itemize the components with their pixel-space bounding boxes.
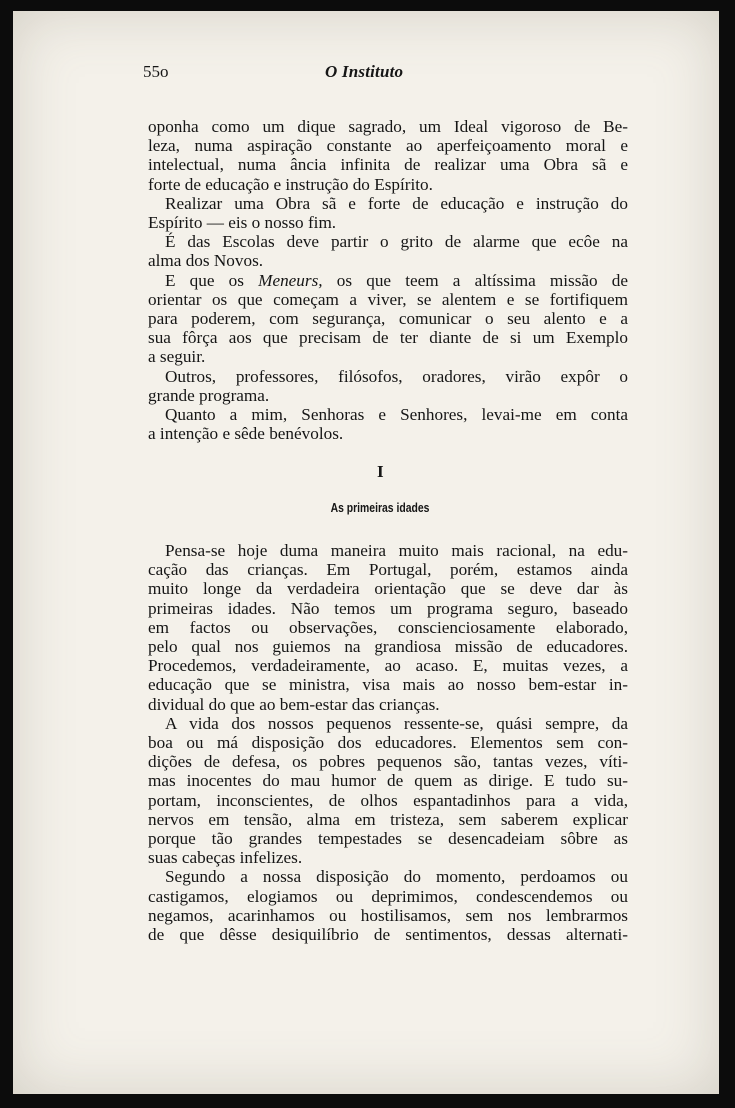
text-line: porque tão grandes tempestades se desencadeiam sôbre as xyxy=(148,829,628,849)
text-line: boa ou má disposição dos educadores. Elementos sem con- xyxy=(148,733,628,753)
text-line: nervos em tensão, alma em tristeza, sem saberem explicar xyxy=(148,809,628,829)
text-line: suas cabeças infelizes. xyxy=(148,848,303,868)
text-line: mas inocentes do mau humor de quem as dirige. E tudo su- xyxy=(148,771,628,791)
text-line: a seguir. xyxy=(148,347,206,367)
text-line: cação das crianças. Em Portugal, porém, estamos ainda xyxy=(148,560,628,580)
text-line: alma dos Novos. xyxy=(148,251,264,271)
text-line: Espírito — eis o nosso fim. xyxy=(148,213,337,233)
text-line: para poderem, com segurança, comunicar o seu alento e a xyxy=(148,309,628,329)
text-line: primeiras idades. Não temos um programa seguro, baseado xyxy=(148,598,628,618)
running-title: O Instituto xyxy=(325,62,404,81)
text-line: castigamos, elogiamos ou deprimimos, condescendemos ou xyxy=(148,886,628,906)
section-numeral: I xyxy=(377,462,384,481)
text-line: intelectual, numa ância infinita de realizar uma Obra sã e xyxy=(148,155,628,175)
text-line: dividual do que ao bem-estar das crianças. xyxy=(148,694,440,714)
text-line: É das Escolas deve partir o grito de alarme que ecôe na xyxy=(165,232,628,252)
text-line: portam, inconscientes, de olhos espantadinhos para a vida, xyxy=(148,790,628,810)
text-line: em factos ou observações, conscienciosamente elaborado, xyxy=(148,617,628,637)
text-line: de que dêsse desiquilíbrio de sentimentos, dessas alternati- xyxy=(148,925,628,945)
italic-term: Meneurs, xyxy=(258,270,323,290)
text-line: a intenção e sêde benévolos. xyxy=(148,424,344,444)
text-line: dições de defesa, os pobres pequenos são, tantas vezes, víti- xyxy=(148,752,628,772)
text-line: A vida dos nossos pequenos ressente-se, quási sempre, da xyxy=(165,713,628,733)
text-line: leza, numa aspiração constante ao aperfeiçoamento moral e xyxy=(148,136,628,156)
text-line: Procedemos, verdadeiramente, ao acaso. E, muitas vezes, a xyxy=(148,656,628,676)
text-line: grande programa. xyxy=(148,385,270,405)
text-line: forte de educação e instrução do Espírito. xyxy=(148,174,433,194)
text-line: educação que se ministra, visa mais ao nosso bem-estar in- xyxy=(148,675,628,695)
text-line xyxy=(148,271,628,290)
text-line: muito longe da verdadeira orientação que se deve dar às xyxy=(148,579,628,599)
page-number: 55o xyxy=(143,62,169,81)
text-line: orientar os que começam a viver, se alentem e se fortifiquem xyxy=(148,289,628,309)
text-line: oponha como um dique sagrado, um Ideal vigoroso de Be- xyxy=(148,117,628,136)
text-block-intro xyxy=(148,117,628,443)
page-header xyxy=(143,60,623,84)
text-fragment: os que teem a altíssima missão de xyxy=(336,270,629,290)
text-line: negamos, acarinhamos ou hostilisamos, sem nos lembrarmos xyxy=(148,905,628,925)
text-fragment: E que os xyxy=(165,270,244,290)
text-line: pelo qual nos guiemos na grandiosa missão de educadores. xyxy=(148,637,628,657)
text-block-section xyxy=(148,541,628,944)
text-line: sua fôrça aos que precisam de ter diante de si um Exemplo xyxy=(148,328,628,348)
text-line: Outros, professores, filósofos, oradores, virão expôr o xyxy=(165,366,628,386)
text-line: Quanto a mim, Senhoras e Senhores, levai-me em conta xyxy=(165,405,628,425)
section-title: As primeiras idades xyxy=(330,500,430,515)
text-line: Segundo a nossa disposição do momento, perdoamos ou xyxy=(165,867,628,887)
text-line: Realizar uma Obra sã e forte de educação e instrução do xyxy=(165,193,628,213)
text-line: Pensa-se hoje duma maneira muito mais racional, na edu- xyxy=(165,541,628,560)
